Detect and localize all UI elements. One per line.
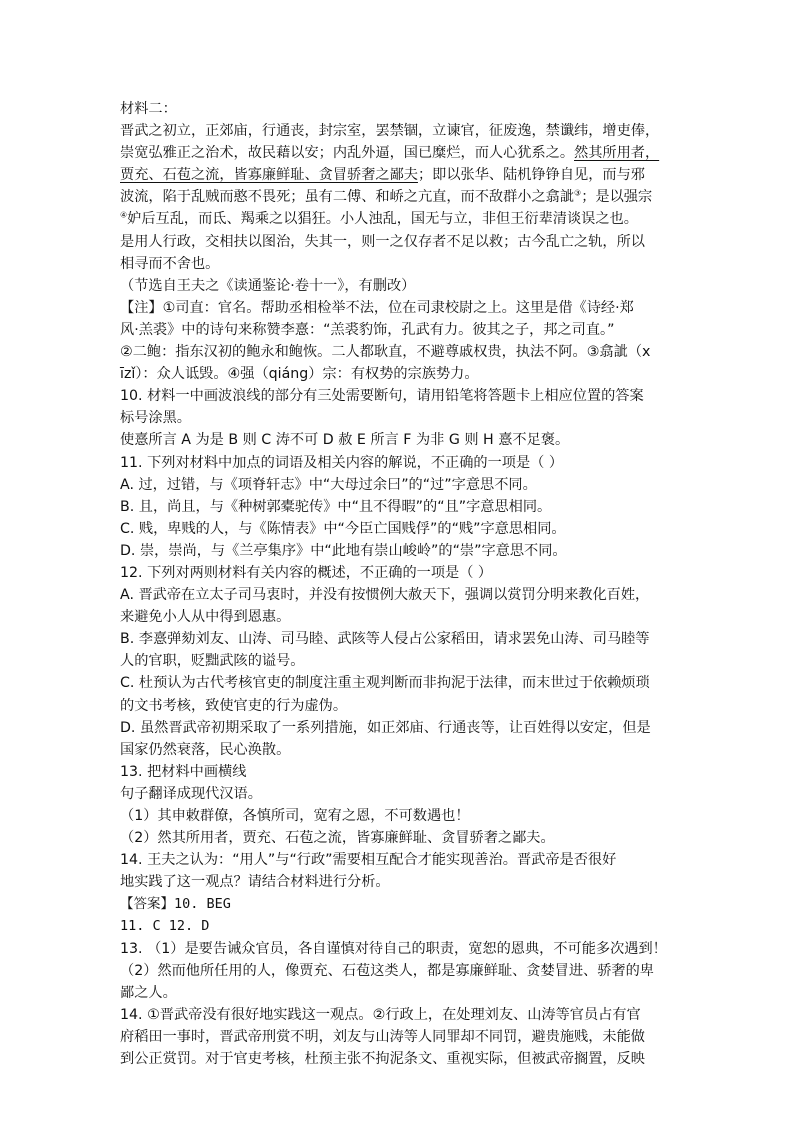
- option-b: B. 李憙弹劾刘友、山涛、司马睦、武陔等人侵占公家稻田，请求罢免山涛、司马睦等: [120, 631, 650, 648]
- text-line: 相寻而不舍也。: [120, 255, 220, 272]
- document-page: [120, 98, 686, 1070]
- underlined-sentence: 贾充、石苞之流，皆寡廉鲜耻、贪冒骄奢之鄙夫: [120, 167, 418, 184]
- text-line: ④妒后互乱，而氐、羯乘之以猖狂。小人浊乱，国无与立，非但王衍辈清谈误之也。: [120, 210, 638, 228]
- question-13: 13. 把材料中画横线: [120, 763, 247, 780]
- option-d: 国家仍然衰落，民心涣散。: [120, 741, 291, 758]
- note-line: ②二鲍：指东汉初的鲍永和鲍恢。二人都耿直，不避尊戚权贵，执法不阿。③翕訿（x: [120, 344, 651, 361]
- answer-line: 13. （1）是要告诫众官员，各自谨慎对待自己的职责，宽恕的恩典，不可能多次遇到！: [120, 940, 667, 957]
- text-line: 晋武之初立，正郊庙，行通丧，封宗室，罢禁锢，立谏官，征废逸，禁谶纬，增吏俸，: [120, 123, 660, 140]
- answer-line: 11. C 12. D: [120, 918, 210, 935]
- option-c: C. 杜预认为古代考核官吏的制度注重主观判断而非拘泥于法律，而末世过于依赖烦琐: [120, 675, 650, 692]
- note-line: 【注】①司直：官名。帮助丞相检举不法，位在司隶校尉之上。这里是借《诗经·郑: [120, 299, 634, 316]
- question-14: 14. 王夫之认为：“用人”与“行政”需要相互配合才能实现善治。晋武帝是否很好: [120, 852, 617, 869]
- underlined-sentence: 然其所用者，: [574, 145, 660, 162]
- text-line: 崇宽弘雅正之治术，故民藉以安；内乱外逼，国已糜烂，而人心犹系之。然其所用者，: [120, 145, 660, 162]
- answer-line: （2）然而他所任用的人，像贾充、石苞这类人，都是寡廉鲜耻、贪婪冒进、骄奢的卑: [120, 962, 654, 979]
- footnote-marker: ③: [574, 188, 582, 198]
- option-a: A. 过，过错，与《项脊轩志》中“大母过余曰”的“过”字意思不同。: [120, 476, 537, 493]
- option-b: B. 且，尚且，与《种树郭橐驼传》中“且不得暇”的“且”字意思相同。: [120, 498, 552, 515]
- source-citation: （节选自王夫之《读通鉴论·卷十一》，有删改）: [120, 277, 416, 294]
- answer-line: 府稻田一事时，晋武帝刑赏不明，刘友与山涛等人同罪却不同罚，避贵施贱，未能做: [120, 1028, 645, 1045]
- answer-heading: 【答案】10. BEG: [120, 896, 231, 913]
- question-10: 10. 材料一中画波浪线的部分有三处需要断句，请用铅笔将答题卡上相应位置的答案: [120, 388, 644, 405]
- translation-item-2: （2）然其所用者，贾充、石苞之流，皆寡廉鲜耻、贪冒骄奢之鄙夫。: [120, 830, 555, 847]
- question-10: 标号涂黑。: [120, 410, 191, 427]
- text-line: 波流，陷于乱贼而憨不畏死；虽有二傅、和峤之亢直，而不敌群小之翕訿③；是以强宗: [120, 188, 653, 206]
- option-d: D. 虽然晋武帝初期采取了一系列措施，如正郊庙、行通丧等，让百姓得以安定，但是: [120, 719, 651, 736]
- option-b: 人的官职，贬黜武陔的谥号。: [120, 653, 305, 670]
- question-11: 11. 下列对材料中加点的词语及相关内容的解说，不正确的一项是（ ）: [120, 454, 564, 471]
- option-d: D. 崇，崇尚，与《兰亭集序》中“此地有崇山峻岭”的“崇”字意思不同。: [120, 542, 567, 559]
- text-line: 贾充、石苞之流，皆寡廉鲜耻、贪冒骄奢之鄙夫；即以张华、陆机铮铮自见，而与邪: [120, 167, 645, 184]
- answer-line: 鄙之人。: [120, 984, 177, 1001]
- answer-line: 14. ①晋武帝没有很好地实践这一观点。②行政上，在处理刘友、山涛等官员占有官: [120, 1006, 641, 1023]
- answer-line: 到公正赏罚。对于官吏考核，杜预主张不拘泥条文、重视实际，但被武帝搁置，反映: [120, 1051, 645, 1068]
- text-line: 是用人行政，交相扶以图治，失其一，则一之仅存者不足以救；古今乱亡之轨，所以: [120, 233, 645, 250]
- note-line: īzǐ）：众人诋毁。④强（qiáng）宗：有权势的宗族势力。: [120, 366, 479, 383]
- translation-item-1: （1）其申敕群僚，各慎所司，宽宥之恩，不可数遇也！: [120, 808, 470, 824]
- question-12: 12. 下列对两则材料有关内容的概述，不正确的一项是（ ）: [120, 564, 493, 581]
- option-a: A. 晋武帝在立太子司马衷时，并没有按惯例大赦天下，强调以赏罚分明来教化百姓，: [120, 587, 650, 604]
- footnote-marker: ④: [120, 210, 128, 220]
- option-c: C. 贱，卑贱的人，与《陈情表》中“今臣亡国贱俘”的“贱”字意思相同。: [120, 520, 566, 537]
- question-10-text: 使憙所言 A 为是 B 则 C 涛不可 D 赦 E 所言 F 为非 G 则 H 憙不足褒。: [120, 432, 570, 449]
- question-13: 句子翻译成现代汉语。: [120, 785, 262, 802]
- note-line: 风·羔裘》中的诗句来称赞李憙：“羔裘豹饰，孔武有力。彼其之子，邦之司直。”: [120, 321, 615, 338]
- option-c: 的文书考核，致使官吏的行为虚伪。: [120, 697, 348, 714]
- question-14: 地实践了这一观点？请结合材料进行分析。: [120, 874, 390, 891]
- option-a: 来避免小人从中得到恩惠。: [120, 609, 291, 626]
- section-heading: 材料二：: [120, 101, 177, 117]
